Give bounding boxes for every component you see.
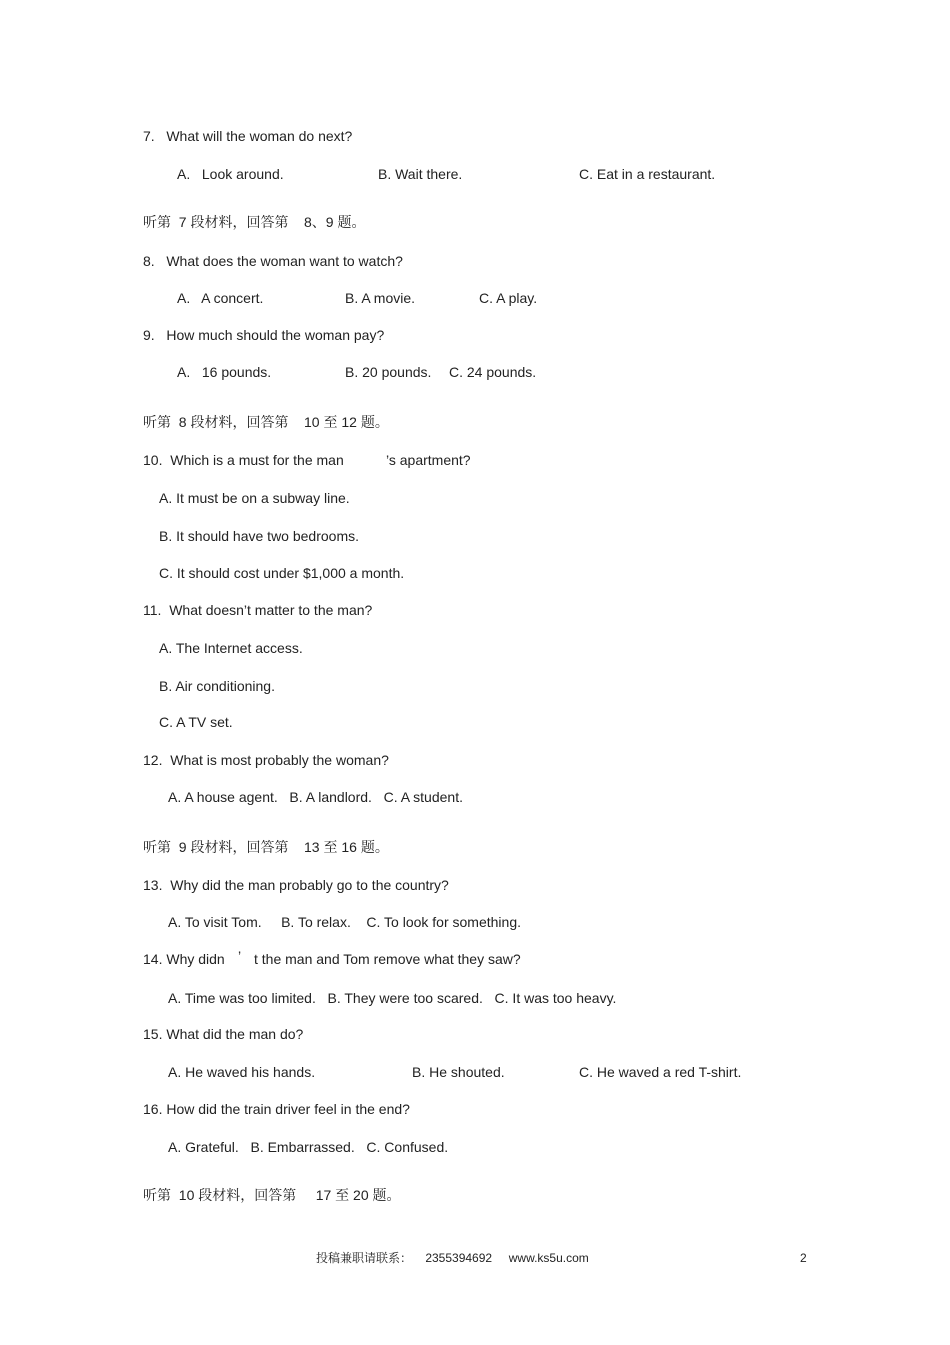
q7-option-c: C. Eat in a restaurant. — [579, 166, 716, 182]
q9-option-c: C. 24 pounds. — [449, 364, 537, 380]
question-16: 16. How did the train driver feel in the end? — [143, 1101, 410, 1117]
q15-option-c: C. He waved a red T-shirt. — [579, 1064, 742, 1080]
q10-option-b: B. It should have two bedrooms. — [159, 528, 359, 544]
question-14-apostrophe: ’ — [238, 948, 242, 964]
q9-option-a: A. 16 pounds. — [177, 364, 272, 380]
question-14: 14. Why didn — [143, 951, 225, 967]
section-heading-9: 听第 9 段材料，回答第 13 至 16 题。 — [143, 839, 389, 855]
q11-option-a: A. The Internet access. — [159, 640, 303, 656]
q14-options: A. Time was too limited. B. They were too scared. C. It was too heavy. — [168, 990, 617, 1006]
q11-option-c: C. A TV set. — [159, 714, 233, 730]
q12-options: A. A house agent. B. A landlord. C. A student. — [168, 789, 463, 805]
q9-option-b: B. 20 pounds. — [345, 364, 432, 380]
question-10-suffix: ’s apartment? — [386, 452, 471, 468]
q11-option-b: B. Air conditioning. — [159, 678, 275, 694]
question-8: 8. What does the woman want to watch? — [143, 253, 403, 269]
footer-contact: 投稿兼职请联系： 2355394692 www.ks5u.com — [316, 1251, 589, 1265]
page-number: 2 — [800, 1251, 807, 1265]
section-heading-8: 听第 8 段材料，回答第 10 至 12 题。 — [143, 414, 389, 430]
question-11: 11. What doesn’t matter to the man? — [143, 602, 373, 618]
section-heading-10: 听第 10 段材料，回答第 17 至 20 题。 — [143, 1187, 401, 1203]
q8-option-a: A. A concert. — [177, 290, 264, 306]
q15-option-a: A. He waved his hands. — [168, 1064, 316, 1080]
question-12: 12. What is most probably the woman? — [143, 752, 389, 768]
q8-option-b: B. A movie. — [345, 290, 416, 306]
q10-option-a: A. It must be on a subway line. — [159, 490, 350, 506]
question-10: 10. Which is a must for the man — [143, 452, 344, 468]
question-14-suffix: t the man and Tom remove what they saw? — [254, 951, 521, 967]
q16-options: A. Grateful. B. Embarrassed. C. Confused. — [168, 1139, 449, 1155]
q15-option-b: B. He shouted. — [412, 1064, 505, 1080]
q13-options: A. To visit Tom. B. To relax. C. To look for something. — [168, 914, 522, 930]
question-9: 9. How much should the woman pay? — [143, 327, 385, 343]
question-7: 7. What will the woman do next? — [143, 128, 353, 144]
question-13: 13. Why did the man probably go to the country? — [143, 877, 449, 893]
q7-option-b: B. Wait there. — [378, 166, 463, 182]
section-heading-7: 听第 7 段材料，回答第 8、9 题。 — [143, 214, 366, 230]
question-15: 15. What did the man do? — [143, 1026, 304, 1042]
q10-option-c: C. It should cost under $1,000 a month. — [159, 565, 405, 581]
q8-option-c: C. A play. — [479, 290, 538, 306]
q7-option-a: A. Look around. — [177, 166, 284, 182]
